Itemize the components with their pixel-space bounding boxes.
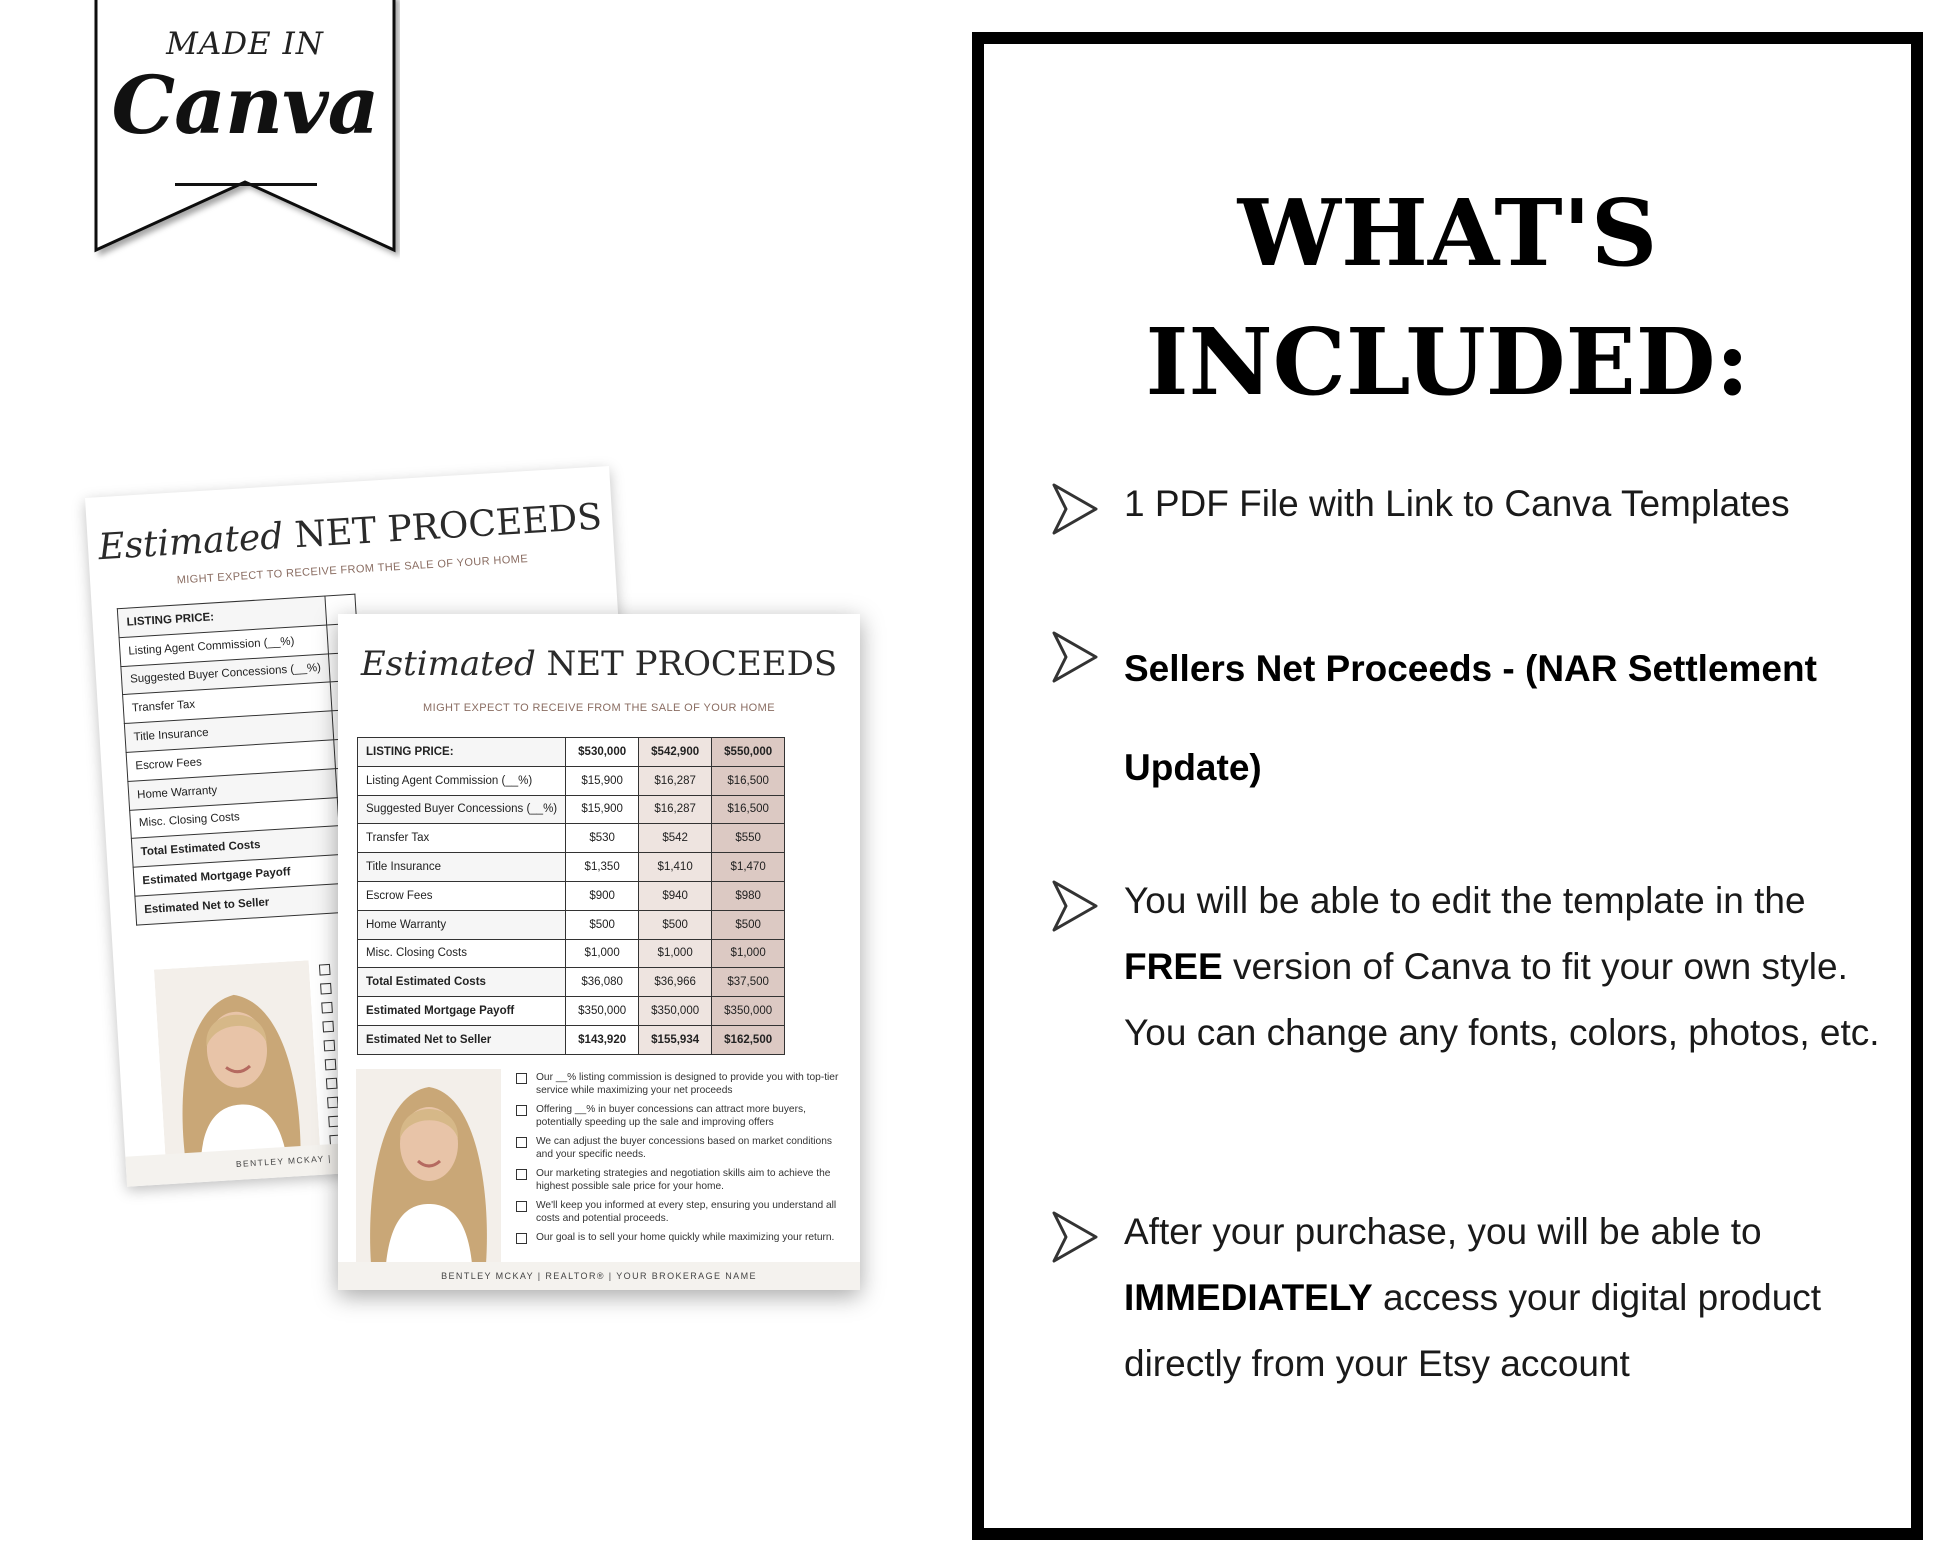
row-label: Suggested Buyer Concessions (__%) [121,654,331,695]
flyer-preview-front [338,614,860,1290]
row-label: Transfer Tax [123,682,333,723]
checklist-item [516,1135,846,1161]
checklist-item [516,1071,846,1097]
table-row [358,881,785,910]
checkbox-icon [325,1059,337,1071]
checkbox-icon [320,983,332,995]
value-cell: $980 [712,881,785,910]
checklist-item [516,1231,846,1244]
value-cell: $16,500 [712,795,785,824]
heading-line-1: WHAT'S [1237,179,1658,287]
chevron-right-outline-icon [1050,1209,1100,1265]
feature-pdf-file: 1 PDF File with Link to Canva Templates [1124,483,1790,524]
chevron-right-outline-icon [1050,878,1100,934]
value-cell: $1,000 [566,939,639,968]
table-row [358,824,785,853]
checklist-text: Offering __% in buyer concessions can attract more buyers, potentially speeding up the sale and improving offers [536,1104,806,1128]
row-label: Title Insurance [124,711,334,752]
value-cell: $16,287 [639,766,712,795]
checkbox-icon [319,964,331,976]
value-cell: $350,000 [566,997,639,1026]
value-cell: $36,080 [566,968,639,997]
checkbox-icon [516,1073,527,1084]
table-row [358,738,785,767]
flyer-subtitle: MIGHT EXPECT TO RECEIVE FROM THE SALE OF YOUR HOME [176,553,529,587]
back-proceeds-table [117,594,375,926]
row-label: Listing Agent Commission (__%) [119,625,329,666]
row-label: Home Warranty [128,768,338,809]
value-cell: $500 [712,910,785,939]
checklist-text: We can adjust the buyer concessions based on market conditions and your specific needs. [536,1136,832,1160]
badge-canva-logo-text: Canva [111,58,379,152]
value-cell: $1,000 [639,939,712,968]
value-cell: $162,500 [712,1025,785,1054]
checkbox-icon [327,1097,339,1109]
value-cell: $350,000 [712,997,785,1026]
table-row [358,968,785,997]
row-label: LISTING PRICE: [117,596,327,637]
flyer-subtitle: MIGHT EXPECT TO RECEIVE FROM THE SALE OF YOUR HOME [423,702,775,714]
chevron-right-outline-icon [1050,629,1100,685]
table-row [358,997,785,1026]
value-cell: $16,500 [712,766,785,795]
agent-photo [154,960,321,1164]
row-label: Total Estimated Costs [358,968,566,997]
table-row [358,853,785,882]
value-cell: $36,966 [639,968,712,997]
flyer-title: Estimated NET PROCEEDS [360,644,838,684]
back-flyer-footer: BENTLEY MCKAY | [125,1125,651,1187]
checkbox-icon [516,1137,527,1148]
checkbox-icon [516,1233,527,1244]
value-cell: $350,000 [639,997,712,1026]
row-label: Escrow Fees [358,881,566,910]
value-cell: $37,500 [712,968,785,997]
value-cell: $1,410 [639,853,712,882]
value-cell: $155,934 [639,1025,712,1054]
row-label: Escrow Fees [126,740,336,781]
value-cell: $900 [566,881,639,910]
row-label: Listing Agent Commission (__%) [358,766,566,795]
row-label: Misc. Closing Costs [130,797,340,838]
row-label: Home Warranty [358,910,566,939]
agent-photo [356,1069,501,1264]
value-cell: $940 [639,881,712,910]
row-label: Total Estimated Costs [131,826,341,867]
checklist-text: Our __% listing commission is designed to provide you with top-tier service while maximizing your net proceeds [536,1072,839,1096]
value-cell: $16,287 [639,795,712,824]
checkbox-icon [516,1201,527,1212]
feature-sellers-net-proceeds: Sellers Net Proceeds - (NAR Settlement Update) [1124,648,1817,788]
value-cell: $143,920 [566,1025,639,1054]
row-label: Misc. Closing Costs [358,939,566,968]
checkbox-icon [516,1105,527,1116]
feature-edit-in-free-canva: You will be able to edit the template in the FREE version of Canva to fit your own style. You can change any fonts, colors, photos, etc. [1124,880,1880,1053]
table-row [358,939,785,968]
row-label: Estimated Net to Seller [358,1025,566,1054]
value-cell: $1,350 [566,853,639,882]
row-label: Estimated Mortgage Payoff [133,855,343,896]
table-row [358,795,785,824]
value-cell: $530 [566,824,639,853]
whats-included-panel [972,32,1923,1540]
feature-immediate-access: After your purchase, you will be able to IMMEDIATELY access your digital product directly from your Etsy account [1124,1211,1822,1384]
checkbox-icon [516,1169,527,1180]
flyer-footer: BENTLEY MCKAY | REALTOR® | YOUR BROKERAGE NAME [338,1262,860,1290]
table-row [358,766,785,795]
checklist-text: Our marketing strategies and negotiation skills aim to achieve the highest possible sale price for your home. [536,1168,831,1192]
flyer-title: Estimated NET PROCEEDS [97,496,604,569]
row-label: Estimated Net to Seller [135,883,345,924]
value-cell: $542 [639,824,712,853]
badge-made-in-text: MADE IN [166,26,324,62]
made-in-canva-badge [90,0,400,316]
value-cell: $500 [566,910,639,939]
row-label: Estimated Mortgage Payoff [358,997,566,1026]
row-label: LISTING PRICE: [358,738,566,767]
table-row [358,1025,785,1054]
checkbox-icon [326,1078,338,1090]
whats-included-heading [984,169,1911,427]
value-cell: $550,000 [712,738,785,767]
checkbox-icon [322,1021,334,1033]
checklist-item [516,1167,846,1193]
checklist-item [516,1103,846,1129]
front-checklist [516,1071,846,1250]
row-label: Suggested Buyer Concessions (__%) [358,795,566,824]
checkbox-icon [324,1040,336,1052]
value-cell: $550 [712,824,785,853]
value-cell: $15,900 [566,766,639,795]
value-cell: $500 [639,910,712,939]
row-label: Title Insurance [358,853,566,882]
checkbox-icon [321,1002,333,1014]
checklist-text: Our goal is to sell your home quickly while maximizing your return. [536,1232,835,1243]
table-row [358,910,785,939]
value-cell: $542,900 [639,738,712,767]
value-cell: $15,900 [566,795,639,824]
front-proceeds-table [357,737,785,1055]
value-cell: $1,000 [712,939,785,968]
badge-divider [175,183,317,186]
heading-line-2: INCLUDED: [1145,308,1750,416]
chevron-right-outline-icon [1050,481,1100,537]
value-cell: $1,470 [712,853,785,882]
checklist-item [516,1199,846,1225]
row-label: Transfer Tax [358,824,566,853]
checklist-text: We'll keep you informed at every step, ensuring you understand all costs and potential proceeds. [536,1200,837,1224]
value-cell: $530,000 [566,738,639,767]
